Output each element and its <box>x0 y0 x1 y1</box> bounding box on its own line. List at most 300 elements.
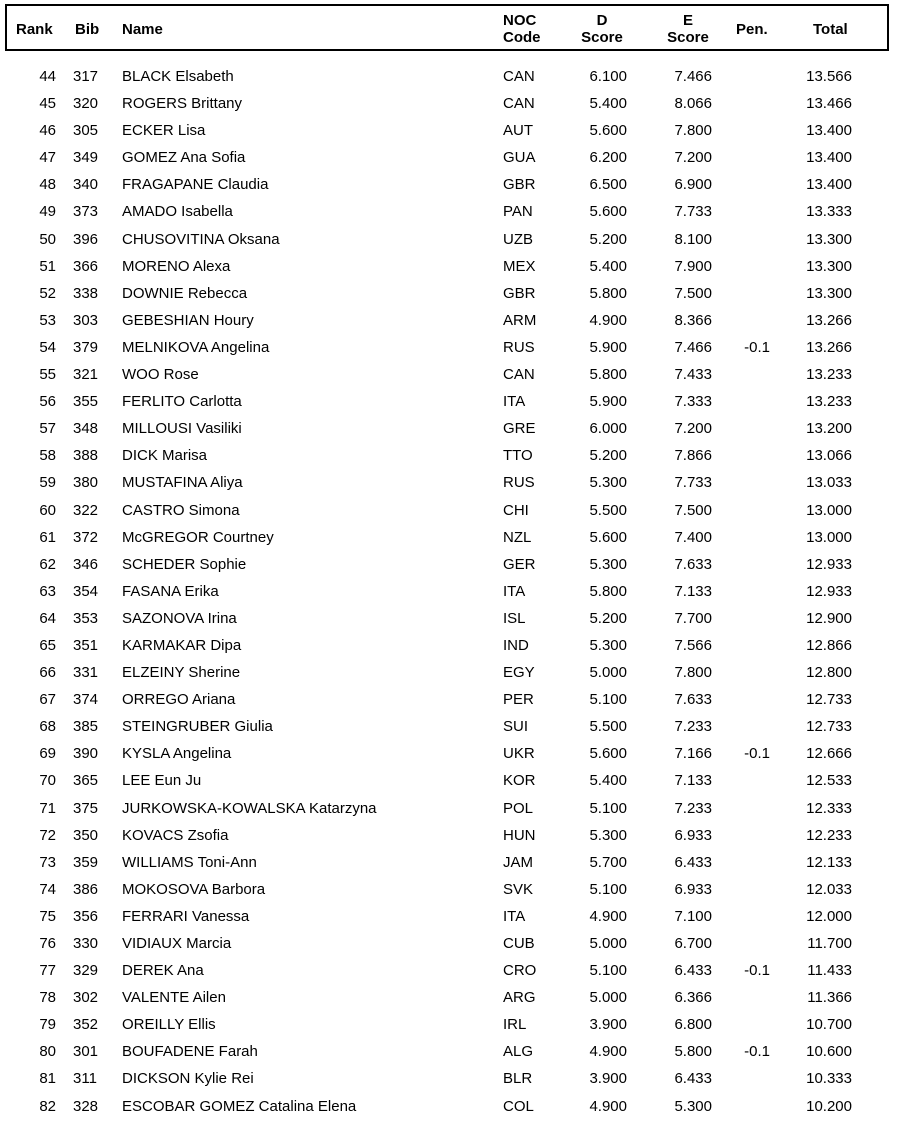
table-row <box>0 551 902 578</box>
d-score-cell: 6.100 <box>589 68 627 85</box>
table-row <box>0 903 902 930</box>
athlete-name-cell: DOWNIE Rebecca <box>122 284 248 302</box>
athlete-name-cell: MELNIKOVA Angelina <box>122 338 270 356</box>
bib-cell: 311 <box>73 1070 97 1088</box>
noc-code-cell: TTO <box>503 447 533 465</box>
bib-cell: 320 <box>73 95 99 113</box>
e-score-cell: 6.800 <box>674 1016 712 1034</box>
e-score-cell: 7.200 <box>674 420 712 438</box>
rank-cell: 58 <box>39 447 56 465</box>
table-row <box>0 469 902 496</box>
noc-code-cell: ARG <box>503 989 536 1007</box>
d-score-cell: 5.300 <box>589 636 627 654</box>
noc-code-cell: AUT <box>503 122 533 140</box>
noc-code-cell: UZB <box>503 230 533 248</box>
e-score-cell: 7.100 <box>674 907 712 925</box>
noc-code-cell: SUI <box>503 718 529 736</box>
bib-cell: 322 <box>73 501 99 519</box>
total-score-cell: 12.933 <box>806 555 852 573</box>
athlete-name-cell: FERLITO Carlotta <box>122 393 242 411</box>
noc-code-cell: ALG <box>503 1043 534 1061</box>
bib-cell: 346 <box>73 555 99 573</box>
header-d-line2: Score <box>581 29 623 46</box>
total-score-cell: 10.600 <box>806 1043 852 1061</box>
bib-cell: 366 <box>73 257 99 275</box>
athlete-name-cell: VALENTE Ailen <box>122 989 226 1007</box>
rank-cell: 49 <box>39 203 56 221</box>
e-score-cell: 7.633 <box>674 555 712 573</box>
bib-cell: 385 <box>73 718 99 736</box>
bib-cell: 374 <box>73 691 99 709</box>
noc-code-cell: IND <box>503 636 529 654</box>
header-penalty: Pen. <box>736 21 768 38</box>
total-score-cell: 10.700 <box>806 1016 852 1034</box>
noc-code-cell: HUN <box>503 826 536 844</box>
table-row <box>0 280 902 307</box>
rank-cell: 74 <box>39 880 56 898</box>
noc-code-cell: PAN <box>503 203 533 221</box>
noc-code-cell: NZL <box>503 528 532 546</box>
total-score-cell: 13.233 <box>806 393 852 411</box>
d-score-cell: 5.300 <box>589 555 627 573</box>
athlete-name-cell: GEBESHIAN Houry <box>122 311 254 329</box>
noc-code-cell: RUS <box>503 474 535 492</box>
total-score-cell: 12.233 <box>806 826 852 844</box>
total-score-cell: 13.300 <box>806 230 852 248</box>
athlete-name-cell: ELZEINY Sherine <box>122 664 241 682</box>
total-score-cell: 13.566 <box>806 68 852 85</box>
e-score-cell: 7.333 <box>674 393 712 411</box>
d-score-cell: 5.900 <box>589 338 627 356</box>
d-score-cell: 5.000 <box>589 935 627 952</box>
rank-cell: 45 <box>39 95 56 113</box>
table-row <box>0 198 902 225</box>
athlete-name-cell: MILLOUSI Vasiliki <box>122 420 242 438</box>
noc-code-cell: UKR <box>503 745 535 763</box>
bib-cell: 388 <box>73 447 99 465</box>
total-score-cell: 11.433 <box>807 962 852 980</box>
e-score-cell: 7.800 <box>674 664 712 682</box>
rank-cell: 67 <box>39 691 56 709</box>
bib-cell: 328 <box>73 1097 99 1115</box>
d-score-cell: 4.900 <box>589 311 627 329</box>
athlete-name-cell: OREILLY Ellis <box>122 1016 216 1034</box>
total-score-cell: 13.466 <box>806 95 852 113</box>
athlete-name-cell: SAZONOVA Irina <box>122 609 237 627</box>
d-score-cell: 5.100 <box>589 880 627 898</box>
d-score-cell: 5.000 <box>589 664 627 682</box>
table-row <box>0 361 902 388</box>
bib-cell: 303 <box>73 311 99 329</box>
total-score-cell: 13.233 <box>806 366 852 384</box>
e-score-cell: 7.500 <box>674 501 712 519</box>
d-score-cell: 6.000 <box>589 420 627 438</box>
athlete-name-cell: ESCOBAR GOMEZ Catalina Elena <box>122 1097 357 1115</box>
total-score-cell: 12.733 <box>806 718 852 736</box>
rank-cell: 66 <box>39 664 56 682</box>
d-score-cell: 6.500 <box>589 176 627 194</box>
noc-code-cell: CUB <box>503 935 535 952</box>
e-score-cell: 7.166 <box>674 745 712 763</box>
noc-code-cell: ITA <box>503 907 526 925</box>
d-score-cell: 5.100 <box>589 962 627 980</box>
d-score-cell: 5.900 <box>589 393 627 411</box>
e-score-cell: 7.566 <box>674 636 712 654</box>
bib-cell: 302 <box>73 989 99 1007</box>
total-score-cell: 12.733 <box>806 691 852 709</box>
penalty-cell: -0.1 <box>744 962 770 980</box>
rank-cell: 69 <box>39 745 56 763</box>
e-score-cell: 6.900 <box>674 176 712 194</box>
noc-code-cell: SVK <box>503 880 534 898</box>
e-score-cell: 7.233 <box>674 799 712 817</box>
bib-cell: 301 <box>73 1043 99 1061</box>
d-score-cell: 3.900 <box>589 1016 627 1034</box>
d-score-cell: 5.600 <box>589 745 627 763</box>
bib-cell: 329 <box>73 962 99 980</box>
noc-code-cell: CAN <box>503 68 535 85</box>
e-score-cell: 8.066 <box>674 95 712 113</box>
athlete-name-cell: KARMAKAR Dipa <box>122 636 242 654</box>
rank-cell: 70 <box>39 772 56 790</box>
rank-cell: 51 <box>39 257 56 275</box>
noc-code-cell: BLR <box>503 1070 533 1088</box>
e-score-cell: 6.433 <box>674 1070 712 1088</box>
header-bib: Bib <box>75 21 100 38</box>
table-row <box>0 388 902 415</box>
athlete-name-cell: BLACK Elsabeth <box>122 68 234 85</box>
header-d-score <box>572 12 632 46</box>
bib-cell: 349 <box>73 149 99 167</box>
total-score-cell: 12.900 <box>806 609 852 627</box>
total-score-cell: 13.200 <box>806 420 852 438</box>
bib-cell: 305 <box>73 122 99 140</box>
table-row <box>0 659 902 686</box>
e-score-cell: 6.933 <box>674 880 712 898</box>
header-noc-code <box>503 12 541 46</box>
d-score-cell: 5.700 <box>589 853 627 871</box>
rank-cell: 68 <box>39 718 56 736</box>
e-score-cell: 8.366 <box>674 311 712 329</box>
e-score-cell: 6.433 <box>674 962 712 980</box>
bib-cell: 375 <box>73 799 99 817</box>
table-row <box>0 1065 902 1092</box>
d-score-cell: 5.000 <box>589 989 627 1007</box>
table-row <box>0 740 902 767</box>
noc-code-cell: ARM <box>503 311 537 329</box>
e-score-cell: 7.733 <box>674 203 712 221</box>
table-row <box>0 686 902 713</box>
e-score-cell: 7.433 <box>674 366 712 384</box>
d-score-cell: 5.500 <box>589 718 627 736</box>
d-score-cell: 5.300 <box>589 826 627 844</box>
d-score-cell: 3.900 <box>589 1070 627 1088</box>
rank-cell: 61 <box>39 528 56 546</box>
table-row <box>0 307 902 334</box>
total-score-cell: 13.000 <box>806 528 852 546</box>
total-score-cell: 13.266 <box>806 311 852 329</box>
noc-code-cell: ITA <box>503 582 526 600</box>
table-row <box>0 795 902 822</box>
athlete-name-cell: AMADO Isabella <box>122 203 233 221</box>
bib-cell: 348 <box>73 420 99 438</box>
rank-cell: 77 <box>39 962 56 980</box>
athlete-name-cell: BOUFADENE Farah <box>122 1043 258 1061</box>
e-score-cell: 7.733 <box>674 474 712 492</box>
rank-cell: 65 <box>39 636 56 654</box>
athlete-name-cell: GOMEZ Ana Sofia <box>122 149 246 167</box>
table-row <box>0 849 902 876</box>
d-score-cell: 5.400 <box>589 257 627 275</box>
header-e-line1: E <box>682 12 693 29</box>
rank-cell: 81 <box>39 1070 56 1088</box>
athlete-name-cell: MOKOSOVA Barbora <box>122 880 266 898</box>
table-row <box>0 442 902 469</box>
rank-cell: 71 <box>39 799 56 817</box>
athlete-name-cell: CASTRO Simona <box>122 501 240 519</box>
athlete-name-cell: FRAGAPANE Claudia <box>122 176 269 194</box>
total-score-cell: 13.333 <box>806 203 852 221</box>
table-row <box>0 578 902 605</box>
rank-cell: 54 <box>39 338 56 356</box>
athlete-name-cell: LEE Eun Ju <box>122 772 202 790</box>
table-row <box>0 957 902 984</box>
noc-code-cell: EGY <box>503 664 535 682</box>
header-rank: Rank <box>16 21 53 38</box>
athlete-name-cell: KOVACS Zsofia <box>122 826 229 844</box>
total-score-cell: 13.300 <box>806 257 852 275</box>
rank-cell: 63 <box>39 582 56 600</box>
bib-cell: 352 <box>73 1016 99 1034</box>
e-score-cell: 6.933 <box>674 826 712 844</box>
e-score-cell: 7.900 <box>674 257 712 275</box>
total-score-cell: 12.666 <box>806 745 852 763</box>
d-score-cell: 4.900 <box>589 1097 627 1115</box>
table-row <box>0 90 902 117</box>
athlete-name-cell: ROGERS Brittany <box>122 95 243 113</box>
total-score-cell: 13.266 <box>806 338 852 356</box>
table-row <box>0 984 902 1011</box>
penalty-cell: -0.1 <box>744 745 770 763</box>
noc-code-cell: GUA <box>503 149 536 167</box>
total-score-cell: 13.066 <box>806 447 852 465</box>
d-score-cell: 5.600 <box>589 122 627 140</box>
header-noc-line2: Code <box>503 29 541 46</box>
table-row <box>0 226 902 253</box>
total-score-cell: 12.133 <box>806 853 852 871</box>
athlete-name-cell: MORENO Alexa <box>122 257 231 275</box>
athlete-name-cell: DICK Marisa <box>122 447 208 465</box>
total-score-cell: 13.033 <box>806 474 852 492</box>
total-score-cell: 11.700 <box>807 935 852 952</box>
table-row <box>0 1011 902 1038</box>
rank-cell: 52 <box>39 284 56 302</box>
rank-cell: 57 <box>39 420 56 438</box>
noc-code-cell: JAM <box>503 853 533 871</box>
header-name: Name <box>122 21 163 38</box>
e-score-cell: 7.233 <box>674 718 712 736</box>
e-score-cell: 5.800 <box>674 1043 712 1061</box>
total-score-cell: 12.533 <box>806 772 852 790</box>
d-score-cell: 5.800 <box>589 284 627 302</box>
total-score-cell: 13.300 <box>806 284 852 302</box>
header-noc-line1: NOC <box>503 12 537 29</box>
d-score-cell: 5.200 <box>589 230 627 248</box>
d-score-cell: 6.200 <box>589 149 627 167</box>
table-row <box>0 117 902 144</box>
total-score-cell: 13.400 <box>806 149 852 167</box>
table-row <box>0 767 902 794</box>
athlete-name-cell: JURKOWSKA-KOWALSKA Katarzyna <box>122 799 377 817</box>
e-score-cell: 8.100 <box>674 230 712 248</box>
d-score-cell: 5.600 <box>589 528 627 546</box>
total-score-cell: 13.400 <box>806 176 852 194</box>
e-score-cell: 7.466 <box>674 338 712 356</box>
total-score-cell: 12.333 <box>806 799 852 817</box>
e-score-cell: 7.200 <box>674 149 712 167</box>
results-table-header <box>5 4 889 51</box>
table-row <box>0 1038 902 1065</box>
bib-cell: 355 <box>73 393 99 411</box>
noc-code-cell: GER <box>503 555 536 573</box>
bib-cell: 396 <box>73 230 99 248</box>
table-row <box>0 63 902 90</box>
table-row <box>0 822 902 849</box>
bib-cell: 356 <box>73 907 99 925</box>
bib-cell: 390 <box>73 745 99 763</box>
table-row <box>0 171 902 198</box>
noc-code-cell: COL <box>503 1097 534 1115</box>
rank-cell: 73 <box>39 853 56 871</box>
noc-code-cell: MEX <box>503 257 536 275</box>
rank-cell: 50 <box>39 230 56 248</box>
table-row <box>0 415 902 442</box>
table-row <box>0 713 902 740</box>
d-score-cell: 5.400 <box>589 95 627 113</box>
e-score-cell: 7.500 <box>674 284 712 302</box>
athlete-name-cell: WOO Rose <box>122 366 199 384</box>
bib-cell: 331 <box>73 664 99 682</box>
table-row <box>0 524 902 551</box>
rank-cell: 64 <box>39 609 56 627</box>
d-score-cell: 5.400 <box>589 772 627 790</box>
e-score-cell: 7.700 <box>674 609 712 627</box>
header-e-score <box>658 12 718 46</box>
noc-code-cell: ISL <box>503 609 526 627</box>
e-score-cell: 7.466 <box>674 68 712 85</box>
athlete-name-cell: SCHEDER Sophie <box>122 555 247 573</box>
rank-cell: 60 <box>39 501 56 519</box>
rank-cell: 78 <box>39 989 56 1007</box>
e-score-cell: 6.366 <box>674 989 712 1007</box>
bib-cell: 379 <box>73 338 99 356</box>
e-score-cell: 7.400 <box>674 528 712 546</box>
e-score-cell: 7.800 <box>674 122 712 140</box>
rank-cell: 82 <box>39 1097 56 1115</box>
bib-cell: 338 <box>73 284 99 302</box>
bib-cell: 353 <box>73 609 99 627</box>
total-score-cell: 10.333 <box>806 1070 852 1088</box>
rank-cell: 80 <box>39 1043 56 1061</box>
rank-cell: 55 <box>39 366 56 384</box>
bib-cell: 365 <box>73 772 99 790</box>
total-score-cell: 11.366 <box>807 989 852 1007</box>
d-score-cell: 5.600 <box>589 203 627 221</box>
noc-code-cell: CAN <box>503 366 535 384</box>
noc-code-cell: GBR <box>503 176 536 194</box>
table-row <box>0 253 902 280</box>
athlete-name-cell: CHUSOVITINA Oksana <box>122 230 280 248</box>
d-score-cell: 5.100 <box>589 799 627 817</box>
rank-cell: 72 <box>39 826 56 844</box>
d-score-cell: 4.900 <box>589 1043 627 1061</box>
bib-cell: 386 <box>73 880 99 898</box>
bib-cell: 373 <box>73 203 99 221</box>
table-row <box>0 1093 902 1120</box>
bib-cell: 317 <box>73 68 99 85</box>
bib-cell: 372 <box>73 528 99 546</box>
e-score-cell: 7.133 <box>674 582 712 600</box>
table-row <box>0 605 902 632</box>
table-row <box>0 930 902 957</box>
bib-cell: 354 <box>73 582 99 600</box>
rank-cell: 48 <box>39 176 56 194</box>
penalty-cell: -0.1 <box>744 338 770 356</box>
bib-cell: 330 <box>73 935 99 952</box>
d-score-cell: 4.900 <box>589 907 627 925</box>
table-row <box>0 632 902 659</box>
noc-code-cell: IRL <box>503 1016 527 1034</box>
noc-code-cell: RUS <box>503 338 535 356</box>
table-row <box>0 876 902 903</box>
athlete-name-cell: VIDIAUX Marcia <box>122 935 232 952</box>
e-score-cell: 6.433 <box>674 853 712 871</box>
e-score-cell: 7.133 <box>674 772 712 790</box>
noc-code-cell: PER <box>503 691 534 709</box>
noc-code-cell: CRO <box>503 962 537 980</box>
athlete-name-cell: ORREGO Ariana <box>122 691 236 709</box>
noc-code-cell: POL <box>503 799 534 817</box>
d-score-cell: 5.100 <box>589 691 627 709</box>
d-score-cell: 5.500 <box>589 501 627 519</box>
table-row <box>0 144 902 171</box>
penalty-cell: -0.1 <box>744 1043 770 1061</box>
rank-cell: 56 <box>39 393 56 411</box>
e-score-cell: 5.300 <box>674 1097 712 1115</box>
total-score-cell: 12.866 <box>806 636 852 654</box>
header-total: Total <box>813 21 848 38</box>
e-score-cell: 6.700 <box>674 935 712 952</box>
rank-cell: 59 <box>39 474 56 492</box>
d-score-cell: 5.800 <box>589 582 627 600</box>
athlete-name-cell: DICKSON Kylie Rei <box>122 1070 254 1088</box>
bib-cell: 351 <box>73 636 99 654</box>
athlete-name-cell: WILLIAMS Toni-Ann <box>122 853 257 871</box>
header-e-line2: Score <box>667 29 709 46</box>
e-score-cell: 7.633 <box>674 691 712 709</box>
athlete-name-cell: KYSLA Angelina <box>122 745 232 763</box>
athlete-name-cell: ECKER Lisa <box>122 122 206 140</box>
total-score-cell: 13.400 <box>806 122 852 140</box>
rank-cell: 46 <box>39 122 56 140</box>
rank-cell: 53 <box>39 311 56 329</box>
header-d-line1: D <box>596 12 608 29</box>
bib-cell: 380 <box>73 474 99 492</box>
bib-cell: 359 <box>73 853 99 871</box>
total-score-cell: 12.033 <box>806 880 852 898</box>
bib-cell: 321 <box>73 366 99 384</box>
total-score-cell: 13.000 <box>806 501 852 519</box>
